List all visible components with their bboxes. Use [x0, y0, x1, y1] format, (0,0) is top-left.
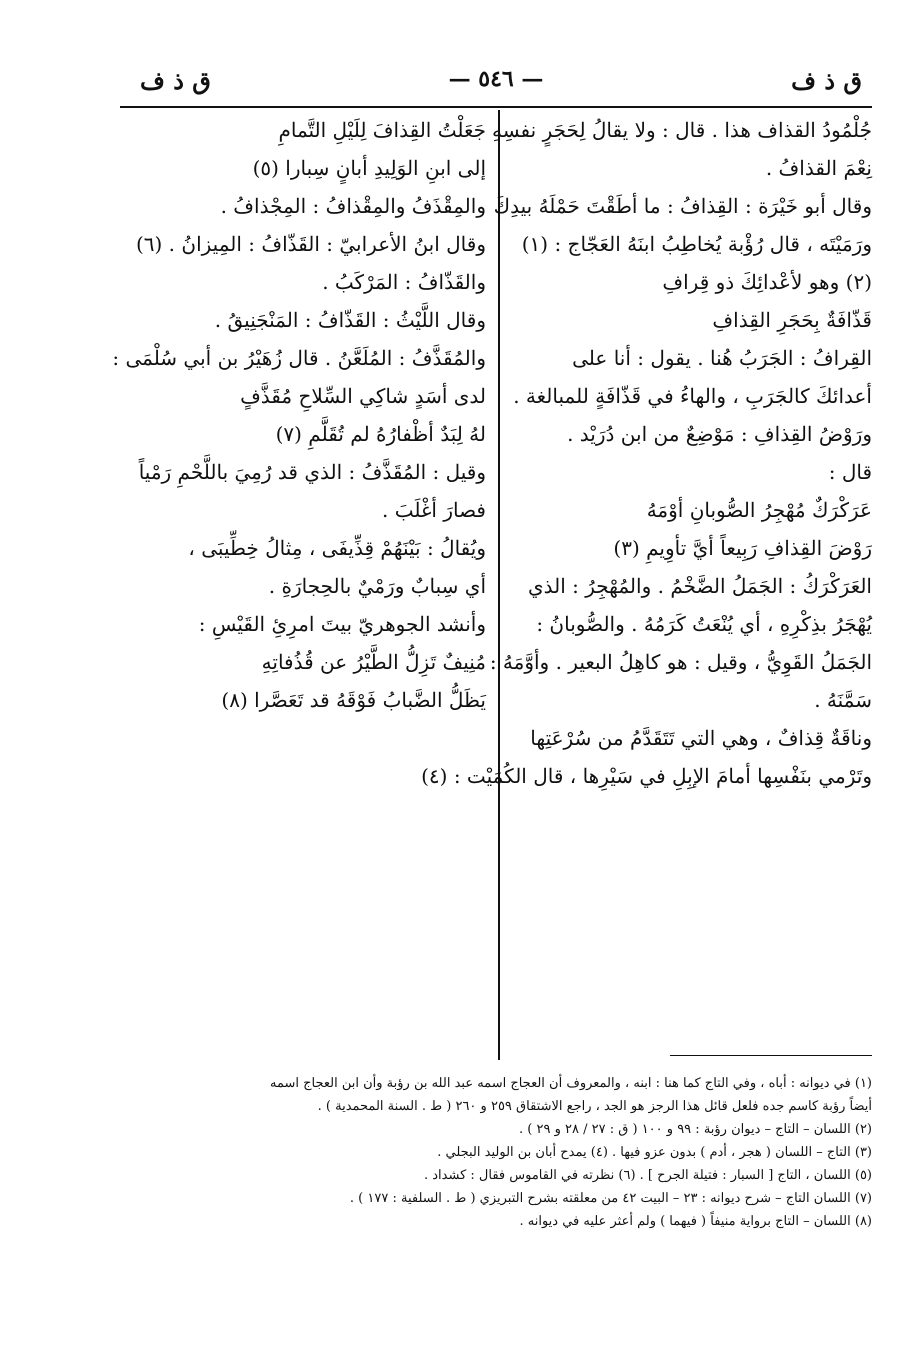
text-line: يُهْجَرُ بذِكْرِهِ ، أي يُنْعَتُ كَرَمُهُ . والصُّوبانُ :: [536, 612, 872, 636]
footnotes: [66, 1072, 872, 1233]
page-header: [120, 58, 872, 102]
text-line: وأنشد الجوهريّ بيتَ امرِئِ القَيْسِ :: [198, 612, 486, 636]
footnote: (٥) اللسان ، التاج [ السبار : فتيلة الجرح ] . (٦) نظرته في القاموس فقال : كشداد .: [424, 1168, 872, 1183]
header-root-right: ق ذ ف: [791, 66, 862, 95]
footnote: (٢) اللسان – التاج – ديوان رؤبة : ٩٩ و ١٠٠ ( ق : ٢٧ / ٢٨ و ٢٩ ) .: [519, 1122, 872, 1137]
text-line: وقال أبو خَيْرَة : القِذافُ : ما أطَقْتَ حَمْلَهُ بيدِكَ: [493, 194, 872, 218]
text-line: وقال ابنُ الأعرابيّ : القَذّافُ : المِيزانُ . (٦): [135, 232, 486, 256]
text-line: وقيل : المُقَذَّفُ : الذي قد رُمِيَ باللَّحْمِ رَمْياً: [138, 460, 486, 484]
page-number: — ٥٤٦ —: [448, 66, 544, 92]
verse-line: عَرَكْرَكٌ مُهْجِرُ الصُّوبانِ أوْمَهُ: [646, 498, 872, 522]
verse-line: لدى أسَدٍ شاكِي السِّلاحِ مُقَذَّفٍ: [240, 384, 486, 408]
verse-line: يَظَلُّ الضَّبابُ فَوْقَهُ قد تَعَصَّرا (٨): [221, 688, 486, 712]
text-line: فصارَ أغْلَبَ .: [381, 498, 486, 522]
footnote: (٨) اللسان – التاج برواية منيفاً ( فيهما ) ولم أعثر عليه في ديوانه .: [519, 1214, 872, 1229]
text-line: والمِقْذَفُ والمِقْذافُ : المِجْذافُ .: [220, 194, 486, 218]
verse-line: إلى ابنِ الوَلِيدِ أبانٍ سِبارا (٥): [252, 156, 486, 180]
text-line: والقَذّافُ : المَرْكَبُ .: [322, 270, 486, 294]
footnote: (١) في ديوانه : أباه ، وفي التاج كما هنا : ابنه ، والمعروف أن العجاج اسمه عبد الله بن رؤبة وأن ابن العجاج اسمه: [270, 1076, 872, 1091]
text-line: ورَمَيْتَه ، قال رُؤْبة يُخاطِبُ ابنَهُ العَجّاج : (١): [521, 232, 872, 256]
text-line: ورَوْضُ القِذافِ : مَوْضِعٌ من ابن دُرَيْد .: [567, 422, 872, 446]
verse-line: رَوْضَ القِذافِ رَبِيعاً أيَّ تأوِيمِ (٣): [613, 536, 872, 560]
verse-line: مُنِيفٌ تَزِلُّ الطَّيْرُ عن قُذُفاتِهِ: [261, 650, 486, 674]
footnote: أيضاً رؤبة كاسم جده فلعل قائل هذا الرجز هو الجد ، راجع الاشتقاق ٢٥٩ و ٢٦٠ ( ط . السنة المحمدية ) .: [317, 1099, 872, 1114]
text-line: أي سِبابٌ ورَمْيٌ بالحِجارَةِ .: [268, 574, 486, 598]
text-line: وناقَةٌ قِذافٌ ، وهي التي تَتَقَدَّمُ من سُرْعَتِها: [530, 726, 872, 750]
verse-line: (٢) وهو لأعْدائِكَ ذو قِرافِ: [662, 270, 872, 294]
header-rule: [120, 106, 872, 108]
verse-line: لهُ لِبَدٌ أظْفارُهُ لم تُقَلَّمِ (٧): [275, 422, 486, 446]
text-line: وقال اللَّيْثُ : القَذّافُ : المَنْجَنِيقُ .: [214, 308, 486, 332]
footnote: (٣) التاج – اللسان ( هجر ، أدم ) بدون عزو فيها . (٤) يمدح أبان بن الوليد البجلي .: [437, 1145, 872, 1160]
footnote-rule: [670, 1055, 872, 1056]
text-line: الجَمَلُ القَوِيُّ ، وقيل : هو كاهِلُ البعير . وأوَّمَهُ :: [489, 650, 872, 674]
text-line: قال :: [828, 460, 872, 484]
left-column: [112, 118, 486, 712]
text-line: سَمَّنَهُ .: [814, 688, 872, 712]
header-root-left: ق ذ ف: [140, 66, 211, 95]
text-line: وتَرْمي بنَفْسِها أمامَ الإبِلِ في سَيْرِها ، قال الكُمَيْت : (٤): [421, 764, 872, 788]
verse-line: جَعَلْتُ القِذافَ لِلَيْلِ التَّمامِ: [278, 118, 486, 142]
text-line: أعدائكَ كالجَرَبِ ، والهاءُ في قَذّافَةٍ للمبالغة .: [513, 384, 872, 408]
verse-line: قَذّافَةٌ بِحَجَرِ القِذافِ: [712, 308, 872, 332]
text-line: نِعْمَ القذافُ .: [765, 156, 872, 180]
text-line: ويُقالُ : بَيْنَهُمْ قِذِّيفَى ، مِثالُ خِطِّيبَى ،: [188, 536, 486, 560]
text-line: القِرافُ : الجَرَبُ هُنا . يقول : أنا على: [572, 346, 872, 370]
text-line: العَرَكْرَكُ : الجَمَلُ الضَّخْمُ . والمُهْجِرُ : الذي: [527, 574, 872, 598]
column-divider: [498, 110, 500, 1060]
text-line: جُلْمُودُ القذاف هذا . قال : ولا يقالُ لِحَجَرٍ نفسِهِ: [491, 118, 872, 142]
footnote: (٧) اللسان التاج – شرح ديوانه : ٢٣ – البيت ٤٢ من معلقته بشرح التبريزي ( ط . السلفية : ١٧٧ ) .: [349, 1191, 872, 1206]
text-line: والمُقَذَّفُ : المُلَعَّنُ . قال زُهَيْرُ بن أبي سُلْمَى :: [112, 346, 486, 370]
